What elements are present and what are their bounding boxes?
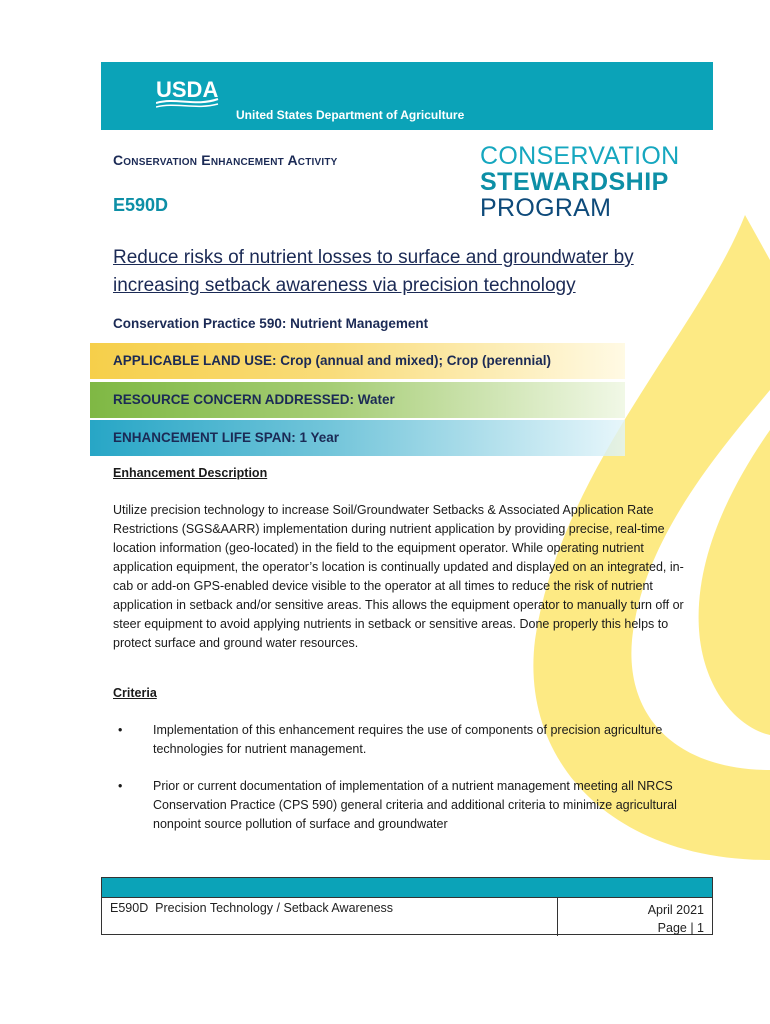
land-use-bar: APPLICABLE LAND USE: Crop (annual and mixed); Crop (perennial) <box>90 343 625 379</box>
practice-standard: Conservation Practice 590: Nutrient Management <box>113 316 429 331</box>
criteria-heading: Criteria <box>113 686 157 700</box>
agency-name: United States Department of Agriculture <box>236 108 465 122</box>
footer-page-number: Page | 1 <box>657 921 704 935</box>
footer-doc-title: E590D Precision Technology / Setback Awareness <box>102 898 558 936</box>
bullet-icon: • <box>118 723 123 737</box>
footer-date: April 2021 <box>647 903 704 917</box>
program-line-2: STEWARDSHIP <box>480 168 669 196</box>
page-footer <box>101 877 713 935</box>
program-logo <box>480 143 679 221</box>
criteria-item-text: Prior or current documentation of implementation of a nutrient management meeting all NRCS Conservation Practice (CPS 590) general criteria and additional criteria to minimize agricultural nonpoint source pollution of surface and groundwater <box>153 779 677 831</box>
page-title: Reduce risks of nutrient losses to surface and groundwater by increasing setback awareness via precision technology <box>113 247 634 296</box>
usda-banner <box>101 62 713 130</box>
svg-text:USDA: USDA <box>156 77 219 102</box>
list-item <box>113 777 693 834</box>
activity-code: E590D <box>113 195 169 215</box>
footer-band <box>102 878 712 898</box>
life-span-bar: ENHANCEMENT LIFE SPAN: 1 Year <box>90 420 625 456</box>
list-item <box>113 721 693 759</box>
description-text: Utilize precision technology to increase Soil/Groundwater Setbacks & Associated Application Rate Restrictions (SGS&AARR) implementation during nutrient application by providing precise, real-time location information (geo-located) in the field to the equipment operator. While operating nutrient application equipment, the operator’s location is continually updated and displayed on an integrated, in-cab or add-on GPS-enabled device visible to the operator at all times to reduce the risk of nutrient application in setback and/or sensitive areas. This allows the equipment operator to manually turn off or steer equipment to avoid applying nutrients in setback or sensitive areas. Done properly this helps to protect surface and ground water resources. <box>113 503 684 650</box>
program-line-3: PROGRAM <box>480 194 612 222</box>
criteria-list <box>113 721 693 852</box>
program-line-1: CONSERVATION <box>480 142 680 170</box>
usda-logo <box>156 77 226 109</box>
bullet-icon: • <box>118 779 123 793</box>
resource-concern-bar: RESOURCE CONCERN ADDRESSED: Water <box>90 382 625 418</box>
criteria-item-text: Implementation of this enhancement requires the use of components of precision agriculture technologies for nutrient management. <box>153 723 663 756</box>
description-heading: Enhancement Description <box>113 466 268 480</box>
activity-label: Conservation Enhancement Activity <box>113 152 338 168</box>
footer-meta <box>558 898 712 936</box>
